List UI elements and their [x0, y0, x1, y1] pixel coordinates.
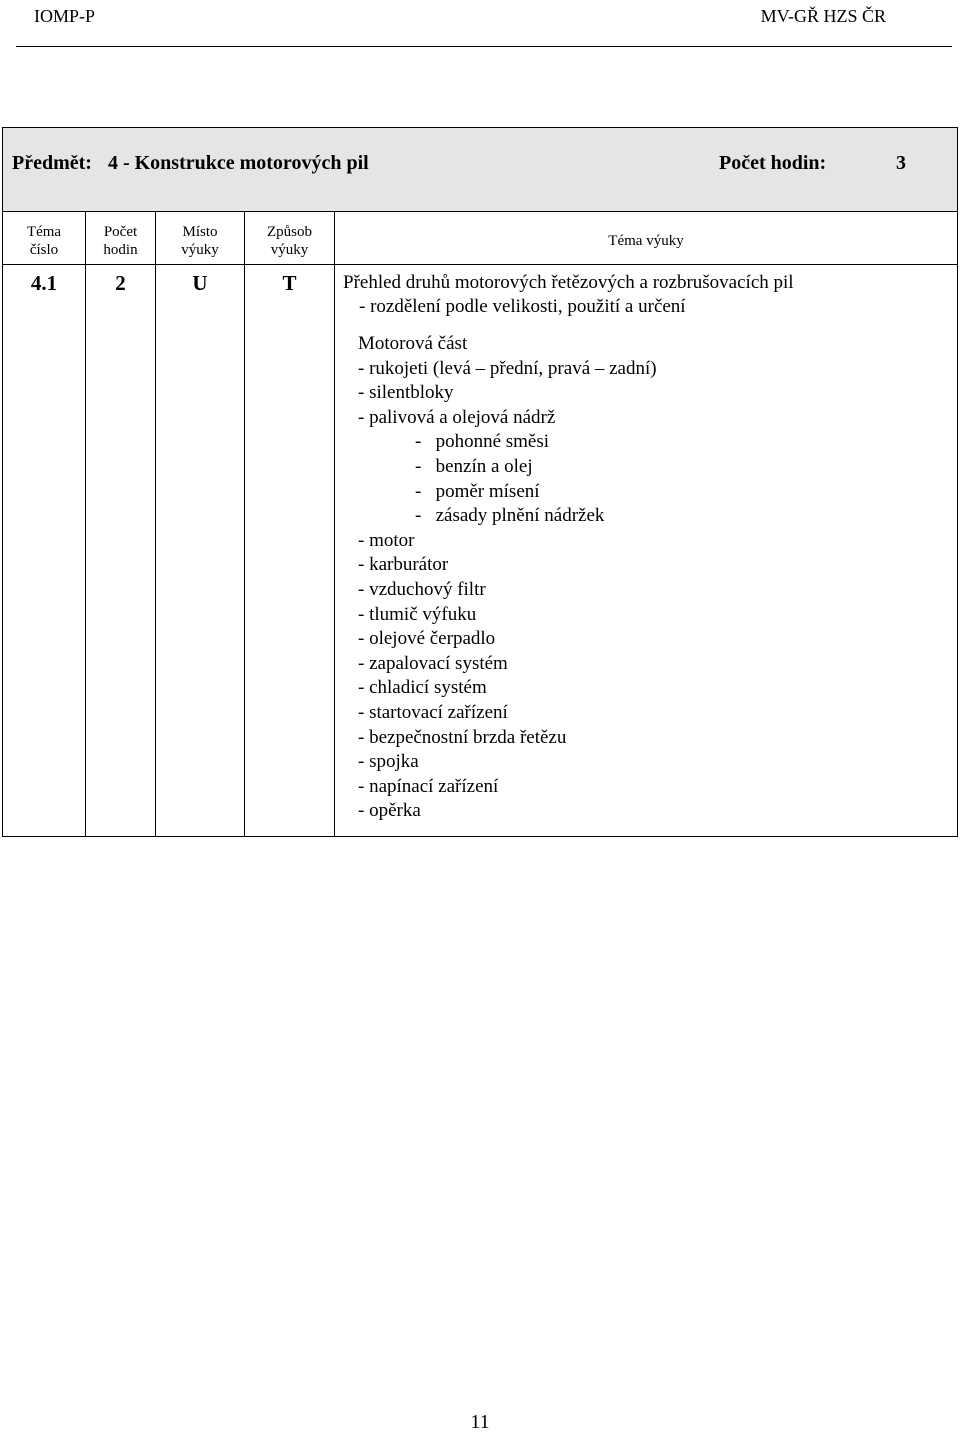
- cell-topic-number: 4.1: [30, 271, 58, 295]
- content-list-item: - vzduchový filtr: [358, 578, 486, 600]
- colhead-method: [245, 223, 334, 259]
- cell-method: T: [282, 271, 297, 295]
- content-list-item: - chladicí systém: [358, 677, 487, 699]
- content-list-item: - pohonné směsi: [415, 431, 550, 453]
- colhead-topic-number: [3, 223, 85, 259]
- colhead-line: Způsob: [267, 224, 312, 240]
- column-divider: [85, 212, 86, 836]
- colhead-topic: [335, 232, 957, 250]
- colhead-place: [156, 223, 244, 259]
- subject-value: 4 - Konstrukce motorových pil: [107, 152, 369, 174]
- content-list-item: - rukojeti (levá – přední, pravá – zadní): [358, 357, 657, 379]
- content-list-item: - zásady plnění nádržek: [415, 505, 605, 527]
- subject-label: Předmět:: [12, 152, 92, 174]
- column-divider: [244, 212, 245, 836]
- colhead-line: Počet: [103, 224, 138, 240]
- topic-subtitle: - rozdělení podle velikosti, použití a určení: [359, 296, 686, 317]
- content-list-item: - spojka: [358, 751, 419, 773]
- content-list-item: - napínací zařízení: [358, 775, 499, 797]
- colhead-line: výuky: [181, 242, 219, 258]
- colhead-line: hodin: [103, 242, 138, 258]
- content-list-item: - palivová a olejová nádrž: [358, 406, 556, 428]
- content-list-item: - tlumič výfuku: [358, 603, 477, 625]
- lesson-table: [2, 211, 958, 837]
- subject-line: [12, 152, 369, 175]
- topic-title: Přehled druhů motorových řetězových a rozbrušovacích pil: [343, 272, 794, 293]
- content-list-item: - opěrka: [358, 800, 421, 822]
- content-list-item: - silentbloky: [358, 382, 454, 404]
- content-list-item: - startovací zařízení: [358, 701, 508, 723]
- cell-hours: 2: [115, 271, 126, 295]
- hours-value: 3: [896, 152, 906, 174]
- header-right-org: MV-GŘ HZS ČR: [760, 6, 886, 26]
- cell-place: U: [192, 271, 208, 295]
- header-left-code: IOMP-P: [34, 6, 96, 26]
- content-list-item: - poměr mísení: [415, 480, 540, 502]
- content-list-item: - karburátor: [358, 554, 449, 576]
- column-divider: [334, 212, 335, 836]
- colhead-hours: [86, 223, 155, 259]
- header-row-divider: [3, 264, 957, 265]
- content-list-item: Motorová část: [358, 333, 468, 354]
- content-list-item: - olejové čerpadlo: [358, 628, 496, 650]
- content-list-item: - zapalovací systém: [358, 652, 508, 674]
- colhead-line: Místo: [182, 224, 218, 240]
- colhead-line: Téma výuky: [608, 233, 684, 249]
- hours-label: Počet hodin:: [719, 152, 827, 174]
- content-list-item: - bezpečnostní brzda řetězu: [358, 726, 567, 748]
- colhead-line: výuky: [270, 242, 309, 258]
- topic-content-list: [358, 332, 657, 824]
- page-header: [16, 0, 952, 47]
- page-number: 11: [470, 1411, 490, 1433]
- content-list-item: - motor: [358, 529, 415, 551]
- colhead-line: Téma: [26, 224, 62, 240]
- subject-band: [2, 127, 958, 212]
- content-list-item: - benzín a olej: [415, 455, 533, 477]
- column-divider: [155, 212, 156, 836]
- colhead-line: číslo: [29, 242, 59, 258]
